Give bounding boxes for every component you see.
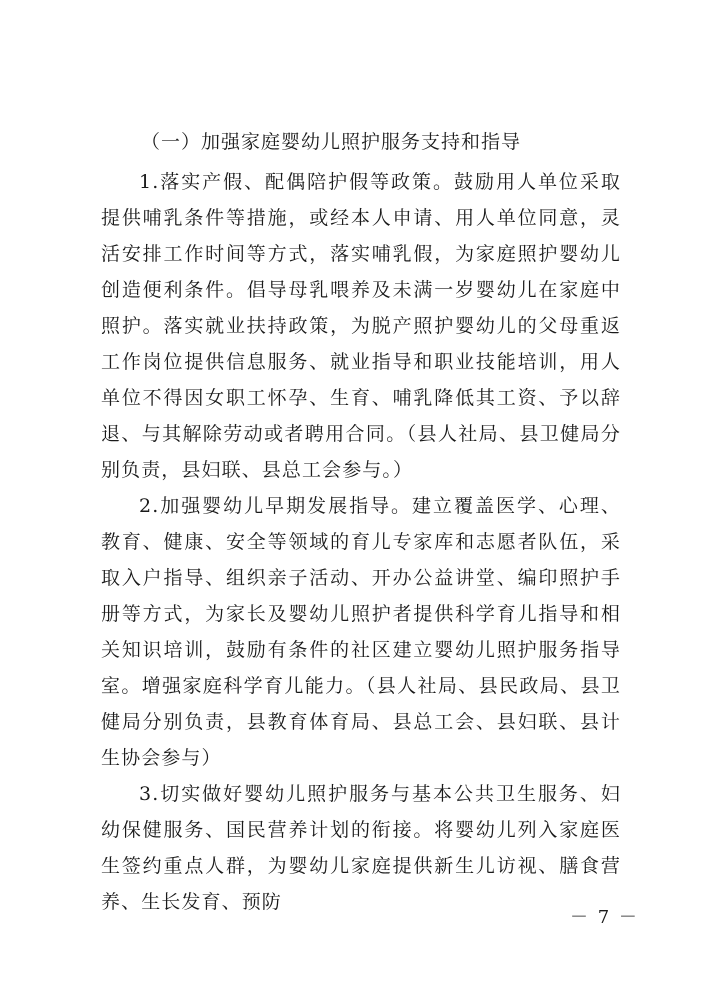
paragraph-1: 1.落实产假、配偶陪护假等政策。鼓励用人单位采取提供哺乳条件等措施，或经本人申请、用人单位同意，灵活安排工作时间等方式，落实哺乳假，为家庭照护婴幼儿创造便利条件。倡导母乳喂养及未满一岁婴幼儿在家庭中照护。落实就业扶持政策，为脱产照护婴幼儿的父母重返工作岗位提供信息服务、就业指导和职业技能培训，用人单位不得因女职工怀孕、生育、哺乳降低其工资、予以辞退、与其解除劳动或者聘用合同。（县人社局、县卫健局分别负责，县妇联、县总工会参与。） [101,171,621,481]
document-body [101,128,621,920]
page-number: － 7 － [570,907,639,928]
section-heading: （一）加强家庭婴幼儿照护服务支持和指导 [141,131,522,153]
paragraph-2: 2.加强婴幼儿早期发展指导。建立覆盖医学、心理、教育、健康、安全等领域的育儿专家库和志愿者队伍，采取入户指导、组织亲子活动、开办公益讲堂、编印照护手册等方式，为家长及婴幼儿照护者提供科学育儿指导和相关知识培训，鼓励有条件的社区建立婴幼儿照护服务指导室。增强家庭科学育儿能力。（县人社局、县民政局、县卫健局分别负责，县教育体育局、县总工会、县妇联、县计生协会参与） [101,495,621,769]
paragraph-3: 3.切实做好婴幼儿照护服务与基本公共卫生服务、妇幼保健服务、国民营养计划的衔接。将婴幼儿列入家庭医生签约重点人群，为婴幼儿家庭提供新生儿访视、膳食营养、生长发育、预防 [101,783,621,913]
